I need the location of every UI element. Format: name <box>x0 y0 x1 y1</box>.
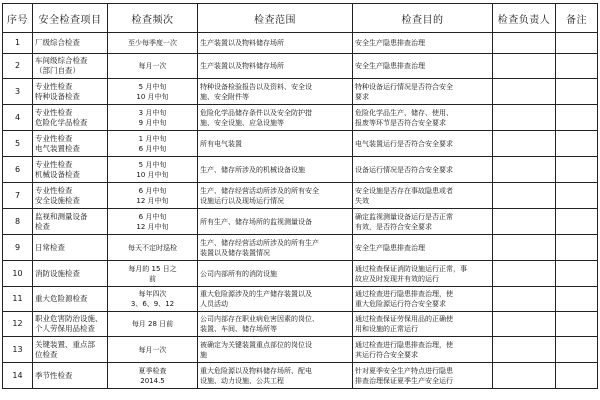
header-no: 序号 <box>3 4 33 33</box>
table-row <box>3 105 598 131</box>
inspection-item-cell <box>33 337 108 363</box>
frequency-cell <box>108 79 198 105</box>
row-number: 9 <box>3 235 33 261</box>
note-cell <box>556 363 598 389</box>
table-row <box>3 235 598 261</box>
note-cell <box>556 235 598 261</box>
owner-cell <box>493 235 556 261</box>
scope-line: 施、安全设施、应急设施等 <box>200 118 284 127</box>
inspection-item-line: 重大危险源检查 <box>35 294 88 303</box>
inspection-item-line: 专业性检查 <box>35 185 73 195</box>
table-row <box>3 183 598 209</box>
purpose-line: 电气装置运行是否符合安全要求 <box>355 139 453 148</box>
owner-cell <box>493 209 556 235</box>
frequency-line: 6 月中旬 <box>138 186 167 195</box>
row-number: 12 <box>3 312 33 337</box>
frequency-line: 每天不定时巡检 <box>128 243 177 252</box>
row-number: 3 <box>3 79 33 105</box>
owner-cell <box>493 33 556 54</box>
frequency-cell <box>108 261 198 287</box>
frequency-line: 5 月中旬 <box>138 82 167 91</box>
note-cell <box>556 33 598 54</box>
inspection-item-cell <box>33 105 108 131</box>
inspection-item-cell <box>33 183 108 209</box>
purpose-line: 排查治理保证夏季生产安全运行 <box>355 376 453 385</box>
purpose-cell <box>353 79 493 105</box>
owner-cell <box>493 54 556 79</box>
purpose-cell <box>353 131 493 157</box>
purpose-cell <box>353 337 493 363</box>
scope-line: 生产、储存所涉及的机械设备设施 <box>200 165 305 174</box>
owner-cell <box>493 287 556 312</box>
note-cell <box>556 105 598 131</box>
scope-cell <box>198 287 353 312</box>
scope-line: 公司内部所有的消防设施 <box>200 269 277 278</box>
note-cell <box>556 337 598 363</box>
inspection-item-cell <box>33 209 108 235</box>
owner-cell <box>493 131 556 157</box>
header-scope: 检查范围 <box>198 4 353 33</box>
purpose-cell <box>353 261 493 287</box>
frequency-line: 2014.5 <box>140 376 165 385</box>
scope-line: 重大危险源涉及的生产储存装置以及 <box>200 290 312 298</box>
note-cell <box>556 157 598 183</box>
scope-cell <box>198 261 353 287</box>
purpose-line: 通过检查保证劳保用品的正确使 <box>355 315 453 323</box>
row-number: 2 <box>3 54 33 79</box>
scope-cell <box>198 79 353 105</box>
purpose-line: 通过检查进行隐患排查治理，使 <box>355 340 453 349</box>
purpose-cell <box>353 209 493 235</box>
scope-cell <box>198 33 353 54</box>
purpose-line: 针对夏季安全生产特点进行隐患 <box>355 366 453 375</box>
inspection-item-cell <box>33 287 108 312</box>
inspection-item-cell <box>33 261 108 287</box>
row-number: 8 <box>3 209 33 235</box>
frequency-line: 9 月中旬 <box>138 118 167 127</box>
frequency-line: 10 月中旬 <box>136 170 169 179</box>
purpose-cell <box>353 54 493 79</box>
inspection-item-line: 关键装置、重点部 <box>35 339 95 349</box>
owner-cell <box>493 183 556 209</box>
purpose-line: 要求 <box>355 92 369 101</box>
inspection-item-line: 专业性检查 <box>35 159 73 169</box>
scope-line: 装置以及储存装置情况 <box>200 248 270 257</box>
owner-cell <box>493 157 556 183</box>
inspection-item-line: （部门自查） <box>35 66 80 75</box>
purpose-line: 安全生产隐患排查治理 <box>355 62 425 70</box>
inspection-item-line: 车间级综合检查 <box>35 56 88 65</box>
frequency-line: 夏季检查 <box>138 366 167 375</box>
row-number: 4 <box>3 105 33 131</box>
purpose-line: 失效 <box>355 196 369 205</box>
frequency-line: 每年四次 <box>138 290 167 298</box>
purpose-line: 有效，是否符合安全要求 <box>355 222 432 231</box>
purpose-line: 设备运行情况是否符合安全要求 <box>355 165 453 174</box>
table-body <box>3 33 598 389</box>
scope-line: 生产装置以及物料储存场所 <box>200 39 284 47</box>
note-cell <box>556 312 598 337</box>
purpose-line: 用和设施的正常运行 <box>355 325 418 333</box>
note-cell <box>556 209 598 235</box>
table-row <box>3 363 598 389</box>
note-cell <box>556 183 598 209</box>
inspection-item-line: 危险化学品检查 <box>35 117 88 127</box>
note-cell <box>556 131 598 157</box>
inspection-item-line: 电气装置检查 <box>35 143 80 153</box>
scope-cell <box>198 235 353 261</box>
frequency-cell <box>108 337 198 363</box>
frequency-cell <box>108 287 198 312</box>
header-owner: 检查负责人 <box>493 4 556 33</box>
purpose-cell <box>353 312 493 337</box>
header-row <box>3 4 598 33</box>
owner-cell <box>493 363 556 389</box>
inspection-item-line: 日常检查 <box>35 242 65 252</box>
frequency-line: 至少每季度一次 <box>128 39 177 47</box>
owner-cell <box>493 312 556 337</box>
scope-line: 危险化学品储存条件以及安全防护措 <box>200 108 312 117</box>
scope-cell <box>198 363 353 389</box>
purpose-line: 通过检查保证消防设施运行正常，事 <box>355 264 467 273</box>
row-number: 13 <box>3 337 33 363</box>
frequency-cell <box>108 157 198 183</box>
note-cell <box>556 261 598 287</box>
inspection-item-line: 季节性检查 <box>35 370 73 380</box>
header-frequency: 检查频次 <box>108 4 198 33</box>
scope-line: 公司内部存在职业病危害因素的岗位、 <box>200 315 319 323</box>
purpose-cell <box>353 183 493 209</box>
inspection-item-cell <box>33 157 108 183</box>
frequency-cell <box>108 209 198 235</box>
inspection-item-line: 机械设备检查 <box>35 169 80 179</box>
scope-line: 人员活动 <box>200 300 228 308</box>
scope-line: 生产装置以及物料储存场所 <box>200 62 284 70</box>
table-row <box>3 54 598 79</box>
scope-line: 生产、储存经营活动所涉及的所有安全 <box>200 186 319 195</box>
frequency-line: 每月一次 <box>138 62 167 70</box>
scope-line: 特种设备检验报告以及资料、安全设 <box>200 82 312 91</box>
frequency-line: 每月的 15 日之 <box>128 264 177 273</box>
inspection-item-line: 消防设施检查 <box>35 268 80 278</box>
scope-line: 装置、车间、储存场所等 <box>200 325 277 333</box>
scope-line: 施、安全附件等 <box>200 92 249 101</box>
owner-cell <box>493 337 556 363</box>
inspection-item-cell <box>33 235 108 261</box>
row-number: 14 <box>3 363 33 389</box>
purpose-line: 确定监视测量设备运行是否正常 <box>355 212 453 221</box>
table-row <box>3 131 598 157</box>
scope-cell <box>198 157 353 183</box>
row-number: 10 <box>3 261 33 287</box>
purpose-cell <box>353 363 493 389</box>
frequency-line: 10 月中旬 <box>136 92 169 101</box>
purpose-line: 其运行符合安全要求 <box>355 350 418 359</box>
table-row <box>3 261 598 287</box>
row-number: 1 <box>3 33 33 54</box>
frequency-line: 12 月中旬 <box>136 222 169 231</box>
table-row <box>3 33 598 54</box>
inspection-item-cell <box>33 54 108 79</box>
frequency-line: 每月 28 日前 <box>131 320 174 328</box>
table-row <box>3 312 598 337</box>
scope-cell <box>198 54 353 79</box>
scope-line: 设施运行以及现场运行情况 <box>200 196 284 205</box>
inspection-item-cell <box>33 79 108 105</box>
frequency-line: 3 月中旬 <box>138 108 167 117</box>
scope-cell <box>198 209 353 235</box>
purpose-line: 报废等环节是否符合安全要求 <box>355 118 446 127</box>
scope-cell <box>198 183 353 209</box>
purpose-line: 通过检查进行隐患排查治理，使 <box>355 290 453 298</box>
row-number: 5 <box>3 131 33 157</box>
inspection-item-line: 监视和测量设备 <box>35 211 88 221</box>
purpose-cell <box>353 287 493 312</box>
frequency-cell <box>108 105 198 131</box>
table-row <box>3 79 598 105</box>
frequency-cell <box>108 363 198 389</box>
purpose-line: 特种设备运行情况是否符合安全 <box>355 82 453 91</box>
inspection-item-line: 检查 <box>35 221 50 231</box>
inspection-item-line: 个人劳保用品检查 <box>35 324 95 333</box>
inspection-item-line: 专业性检查 <box>35 107 73 117</box>
scope-line: 生产、储存经营活动所涉及的所有生产 <box>200 238 319 247</box>
frequency-cell <box>108 54 198 79</box>
purpose-cell <box>353 157 493 183</box>
frequency-cell <box>108 235 198 261</box>
row-number: 7 <box>3 183 33 209</box>
scope-cell <box>198 131 353 157</box>
inspection-item-line: 职业危害防治设施、 <box>35 314 103 323</box>
purpose-line: 安全设施是否存在事故隐患或者 <box>355 186 453 195</box>
inspection-item-cell <box>33 312 108 337</box>
purpose-line: 重大危险源运行符合安全要求 <box>355 300 446 308</box>
inspection-item-cell <box>33 131 108 157</box>
scope-line: 所有电气装置 <box>200 139 242 148</box>
scope-line: 被确定为关键装置重点部位的岗位设 <box>200 340 312 349</box>
note-cell <box>556 79 598 105</box>
inspection-schedule-table <box>2 3 598 389</box>
owner-cell <box>493 261 556 287</box>
owner-cell <box>493 79 556 105</box>
frequency-cell <box>108 312 198 337</box>
purpose-line: 故应及时发现并有效的运行 <box>355 274 439 283</box>
purpose-line: 安全生产隐患排查治理 <box>355 39 425 47</box>
frequency-cell <box>108 131 198 157</box>
header-item: 安全检查项目 <box>33 4 108 33</box>
frequency-line: 5 月中旬 <box>138 160 167 169</box>
purpose-cell <box>353 235 493 261</box>
row-number: 6 <box>3 157 33 183</box>
scope-line: 所有生产、储存场所的监视测量设备 <box>200 217 312 226</box>
header-note: 备注 <box>556 4 598 33</box>
scope-cell <box>198 105 353 131</box>
purpose-cell <box>353 105 493 131</box>
inspection-item-line: 厂级综合检查 <box>35 38 80 47</box>
frequency-line: 6 月中旬 <box>138 212 167 221</box>
frequency-cell <box>108 33 198 54</box>
note-cell <box>556 54 598 79</box>
header-purpose: 检查目的 <box>353 4 493 33</box>
scope-cell <box>198 337 353 363</box>
inspection-item-cell <box>33 363 108 389</box>
inspection-item-line: 专业性检查 <box>35 81 73 91</box>
frequency-cell <box>108 183 198 209</box>
frequency-line: 每月一次 <box>138 345 167 354</box>
note-cell <box>556 287 598 312</box>
frequency-line: 前 <box>149 274 156 283</box>
table-row <box>3 337 598 363</box>
inspection-item-cell <box>33 33 108 54</box>
scope-line: 设施、动力设施、公共工程 <box>200 376 284 385</box>
owner-cell <box>493 105 556 131</box>
row-number: 11 <box>3 287 33 312</box>
purpose-cell <box>353 33 493 54</box>
table-row <box>3 209 598 235</box>
frequency-line: 6 月中旬 <box>138 144 167 153</box>
purpose-line: 危险化学品生产、储存、使用、 <box>355 108 453 117</box>
scope-line: 施 <box>200 350 207 359</box>
inspection-item-line: 安全设施检查 <box>35 195 80 205</box>
frequency-line: 3、6、9、12 <box>130 300 175 308</box>
table-row <box>3 157 598 183</box>
purpose-line: 安全生产隐患排查治理 <box>355 243 425 252</box>
frequency-line: 12 月中旬 <box>136 196 169 205</box>
frequency-line: 1 月中旬 <box>138 134 167 143</box>
inspection-item-line: 专业性检查 <box>35 133 73 143</box>
inspection-item-line: 特种设备检查 <box>35 91 80 101</box>
scope-cell <box>198 312 353 337</box>
table-row <box>3 287 598 312</box>
scope-line: 重大危险源以及物料储存场所、配电 <box>200 366 312 375</box>
inspection-item-line: 位检查 <box>35 349 58 359</box>
